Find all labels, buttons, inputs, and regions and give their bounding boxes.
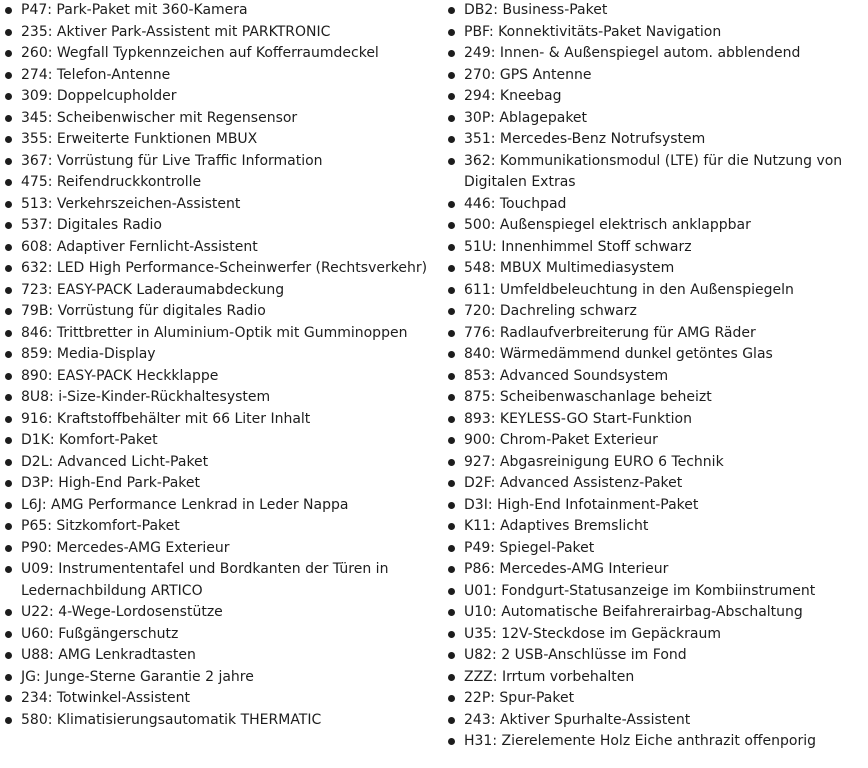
list-item: [4, 538, 444, 560]
list-item: [447, 280, 859, 302]
list-item: [447, 559, 859, 581]
bullet-icon: [5, 244, 12, 251]
bullet-icon: [5, 222, 12, 229]
list-item-text: 723: EASY-PACK Laderaumabdeckung: [21, 281, 285, 298]
list-item-text: P90: Mercedes-AMG Exterieur: [21, 539, 230, 556]
list-item: [447, 108, 859, 130]
bullet-icon: [448, 480, 455, 487]
bullet-icon: [448, 287, 455, 294]
list-item-text: P49: Spiegel-Paket: [464, 539, 595, 556]
list-item-text: 309: Doppelcupholder: [21, 88, 177, 104]
list-item-text: D1K: Komfort-Paket: [21, 432, 158, 448]
list-item-text: 893: KEYLESS-GO Start-Funktion: [464, 410, 692, 427]
list-item: [4, 215, 444, 237]
list-item-text: P86: Mercedes-AMG Interieur: [464, 561, 669, 577]
bullet-icon: [448, 244, 455, 251]
list-item: [447, 667, 859, 689]
list-item-text: 294: Kneebag: [464, 88, 562, 104]
list-item-text: 260: Wegfall Typkennzeichen auf Kofferraumdeckel: [21, 45, 379, 61]
list-item: [447, 22, 859, 44]
list-item: [447, 344, 859, 366]
list-item: [447, 409, 859, 431]
list-item-text: D2F: Advanced Assistenz-Paket: [464, 475, 683, 491]
bullet-icon: [448, 7, 455, 14]
list-item: [4, 366, 444, 388]
list-item-text: 916: Kraftstoffbehälter mit 66 Liter Inhalt: [21, 410, 311, 427]
list-item: [4, 602, 444, 624]
bullet-icon: [448, 50, 455, 57]
list-item-text: 8U8: i-Size-Kinder-Rückhaltesystem: [21, 389, 271, 405]
bullet-icon: [448, 609, 455, 616]
list-item-text: 859: Media-Display: [21, 346, 156, 362]
list-item-text: H31: Zierelemente Holz Eiche anthrazit offenporig: [464, 733, 817, 749]
bullet-icon: [448, 545, 455, 552]
list-item: [447, 323, 859, 345]
bullet-icon: [448, 459, 455, 466]
bullet-icon: [448, 201, 455, 208]
list-item-text: D3I: High-End Infotainment-Paket: [464, 496, 699, 513]
list-item-text: 367: Vorrüstung für Live Traffic Information: [21, 152, 323, 169]
list-item-text: P47: Park-Paket mit 360-Kamera: [21, 2, 248, 18]
bullet-icon: [448, 717, 455, 724]
list-item-text: 249: Innen- & Außenspiegel autom. abblendend: [464, 45, 801, 61]
list-item-text: 475: Reifendruckkontrolle: [21, 174, 202, 190]
list-item: [4, 108, 444, 130]
list-item-text: 632: LED High Performance-Scheinwerfer (Rechtsverkehr): [21, 260, 428, 276]
list-item: [447, 258, 859, 280]
list-item: [4, 624, 444, 646]
bullet-icon: [448, 115, 455, 122]
bullet-icon: [448, 588, 455, 595]
list-item: [4, 258, 444, 280]
list-item: [447, 624, 859, 646]
bullet-icon: [448, 265, 455, 272]
list-item: [447, 430, 859, 452]
list-item: [447, 215, 859, 237]
list-item: [4, 645, 444, 667]
list-item-text: 776: Radlaufverbreiterung für AMG Räder: [464, 324, 756, 341]
bullet-icon: [5, 394, 12, 401]
bullet-icon: [5, 416, 12, 423]
list-item: [447, 538, 859, 560]
bullet-icon: [5, 72, 12, 79]
list-item-text: 270: GPS Antenne: [464, 66, 592, 83]
list-item-text: 611: Umfeldbeleuchtung in den Außenspiegeln: [464, 281, 794, 298]
bullet-icon: [5, 351, 12, 358]
list-item-text: 243: Aktiver Spurhalte-Assistent: [464, 711, 691, 728]
list-item: [4, 0, 444, 22]
bullet-icon: [448, 136, 455, 143]
list-item: [447, 581, 859, 603]
bullet-icon: [448, 566, 455, 573]
bullet-icon: [5, 29, 12, 36]
list-item-text: 274: Telefon-Antenne: [21, 66, 171, 83]
bullet-icon: [5, 115, 12, 122]
list-item-text: JG: Junge-Sterne Garantie 2 jahre: [21, 668, 254, 685]
list-item-text: D2L: Advanced Licht-Paket: [21, 453, 209, 470]
bullet-icon: [5, 459, 12, 466]
list-item: [4, 667, 444, 689]
bullet-icon: [448, 158, 455, 165]
list-item-text: 234: Totwinkel-Assistent: [21, 690, 190, 706]
bullet-icon: [448, 373, 455, 380]
list-item: [447, 495, 859, 517]
list-item-text: U82: 2 USB-Anschlüsse im Fond: [464, 647, 687, 663]
list-item-text: 846: Trittbretter in Aluminium-Optik mit Gumminoppen: [21, 324, 408, 341]
list-item: [447, 645, 859, 667]
list-item-text: 513: Verkehrszeichen-Assistent: [21, 195, 241, 212]
list-item: [447, 387, 859, 409]
list-item-text: 345: Scheibenwischer mit Regensensor: [21, 109, 298, 126]
bullet-icon: [448, 93, 455, 100]
bullet-icon: [448, 674, 455, 681]
list-item: [447, 710, 859, 732]
list-item: [4, 452, 444, 474]
list-item-text: 927: Abgasreinigung EURO 6 Technik: [464, 453, 724, 470]
bullet-icon: [5, 158, 12, 165]
bullet-icon: [448, 330, 455, 337]
list-item-text: 51U: Innenhimmel Stoff schwarz: [464, 238, 692, 255]
bullet-icon: [5, 50, 12, 57]
list-item: [4, 280, 444, 302]
list-item-text: ZZZ: Irrtum vorbehalten: [464, 668, 635, 685]
bullet-icon: [448, 308, 455, 315]
bullet-icon: [5, 545, 12, 552]
equipment-list-left: [4, 0, 444, 731]
list-item: [4, 172, 444, 194]
bullet-icon: [5, 717, 12, 724]
bullet-icon: [448, 502, 455, 509]
list-item: [4, 129, 444, 151]
list-item-text: D3P: High-End Park-Paket: [21, 475, 200, 491]
list-item: [447, 43, 859, 65]
list-item: [447, 366, 859, 388]
bullet-icon: [448, 652, 455, 659]
bullet-icon: [5, 674, 12, 681]
list-item-text: DB2: Business-Paket: [464, 2, 608, 18]
list-item-text: U22: 4-Wege-Lordosenstütze: [21, 604, 223, 620]
bullet-icon: [5, 330, 12, 337]
list-item-text: 537: Digitales Radio: [21, 217, 162, 233]
bullet-icon: [5, 566, 12, 573]
list-item-text: 22P: Spur-Paket: [464, 690, 575, 706]
list-item-text: 548: MBUX Multimediasystem: [464, 260, 675, 276]
list-item: [447, 194, 859, 216]
list-item-text: 900: Chrom-Paket Exterieur: [464, 432, 658, 448]
bullet-icon: [5, 201, 12, 208]
list-item-text: 890: EASY-PACK Heckklappe: [21, 367, 219, 384]
bullet-icon: [5, 93, 12, 100]
list-item-text: 840: Wärmedämmend dunkel getöntes Glas: [464, 346, 773, 362]
list-item-text: 500: Außenspiegel elektrisch anklappbar: [464, 217, 751, 233]
list-item: [4, 22, 444, 44]
list-item: [447, 65, 859, 87]
bullet-icon: [5, 136, 12, 143]
bullet-icon: [5, 308, 12, 315]
list-item: [447, 237, 859, 259]
bullet-icon: [448, 29, 455, 36]
bullet-icon: [5, 695, 12, 702]
list-item-text: L6J: AMG Performance Lenkrad in Leder Nappa: [21, 496, 349, 513]
list-item-text: U88: AMG Lenkradtasten: [21, 647, 196, 663]
list-item-text: 446: Touchpad: [464, 195, 567, 212]
list-item: [447, 516, 859, 538]
bullet-icon: [448, 738, 455, 745]
list-item: [4, 344, 444, 366]
list-item-text: U01: Fondgurt-Statusanzeige im Kombiinstrument: [464, 582, 816, 599]
list-item: [4, 194, 444, 216]
list-item: [447, 602, 859, 624]
list-item-text: 875: Scheibenwaschanlage beheizt: [464, 389, 712, 405]
bullet-icon: [5, 631, 12, 638]
bullet-icon: [5, 523, 12, 530]
list-item: [4, 495, 444, 517]
list-item: [4, 559, 444, 602]
list-item-text: 720: Dachreling schwarz: [464, 303, 637, 319]
list-item: [4, 301, 444, 323]
list-item: [4, 688, 444, 710]
bullet-icon: [5, 652, 12, 659]
list-item: [447, 151, 859, 194]
list-item-text: 79B: Vorrüstung für digitales Radio: [21, 303, 266, 319]
list-item: [4, 151, 444, 173]
list-item: [4, 710, 444, 732]
list-item: [4, 473, 444, 495]
bullet-icon: [5, 480, 12, 487]
list-item-text: 580: Klimatisierungsautomatik THERMATIC: [21, 711, 322, 728]
list-item-text: 608: Adaptiver Fernlicht-Assistent: [21, 238, 258, 255]
bullet-icon: [5, 287, 12, 294]
bullet-icon: [448, 351, 455, 358]
list-item: [4, 323, 444, 345]
list-item: [447, 129, 859, 151]
list-item: [447, 0, 859, 22]
list-item: [447, 688, 859, 710]
list-item-text: 853: Advanced Soundsystem: [464, 367, 669, 384]
list-item-text: K11: Adaptives Bremslicht: [464, 518, 649, 534]
list-item: [4, 516, 444, 538]
bullet-icon: [448, 394, 455, 401]
list-item-text: 351: Mercedes-Benz Notrufsystem: [464, 131, 706, 147]
list-item: [447, 473, 859, 495]
bullet-icon: [448, 631, 455, 638]
bullet-icon: [5, 179, 12, 186]
list-item-text: PBF: Konnektivitäts-Paket Navigation: [464, 23, 722, 40]
list-item: [4, 387, 444, 409]
bullet-icon: [448, 695, 455, 702]
list-item: [447, 452, 859, 474]
list-item: [4, 65, 444, 87]
list-item-text: 235: Aktiver Park-Assistent mit PARKTRONIC: [21, 23, 331, 40]
list-item: [447, 86, 859, 108]
list-item-text: U35: 12V-Steckdose im Gepäckraum: [464, 625, 722, 642]
list-item-text: 355: Erweiterte Funktionen MBUX: [21, 131, 258, 147]
bullet-icon: [5, 502, 12, 509]
list-item: [4, 86, 444, 108]
bullet-icon: [5, 7, 12, 14]
list-item: [4, 43, 444, 65]
bullet-icon: [5, 609, 12, 616]
equipment-list-right: [447, 0, 859, 753]
bullet-icon: [448, 72, 455, 79]
bullet-icon: [5, 437, 12, 444]
list-item-text: U60: Fußgängerschutz: [21, 625, 179, 642]
list-item-text: 30P: Ablagepaket: [464, 109, 588, 126]
bullet-icon: [448, 437, 455, 444]
list-item-text: 362: Kommunikationsmodul (LTE) für die Nutzung von Digitalen Extras: [464, 152, 843, 190]
list-item-text: U09: Instrumententafel und Bordkanten der Türen in Ledernachbildung ARTICO: [21, 561, 389, 599]
list-item-text: U10: Automatische Beifahrerairbag-Abschaltung: [464, 604, 803, 620]
list-item: [4, 409, 444, 431]
bullet-icon: [448, 222, 455, 229]
bullet-icon: [448, 523, 455, 530]
bullet-icon: [5, 265, 12, 272]
bullet-icon: [5, 373, 12, 380]
list-item: [4, 237, 444, 259]
list-item-text: P65: Sitzkomfort-Paket: [21, 518, 180, 534]
list-item: [447, 301, 859, 323]
list-item: [447, 731, 859, 753]
bullet-icon: [448, 416, 455, 423]
list-item: [4, 430, 444, 452]
